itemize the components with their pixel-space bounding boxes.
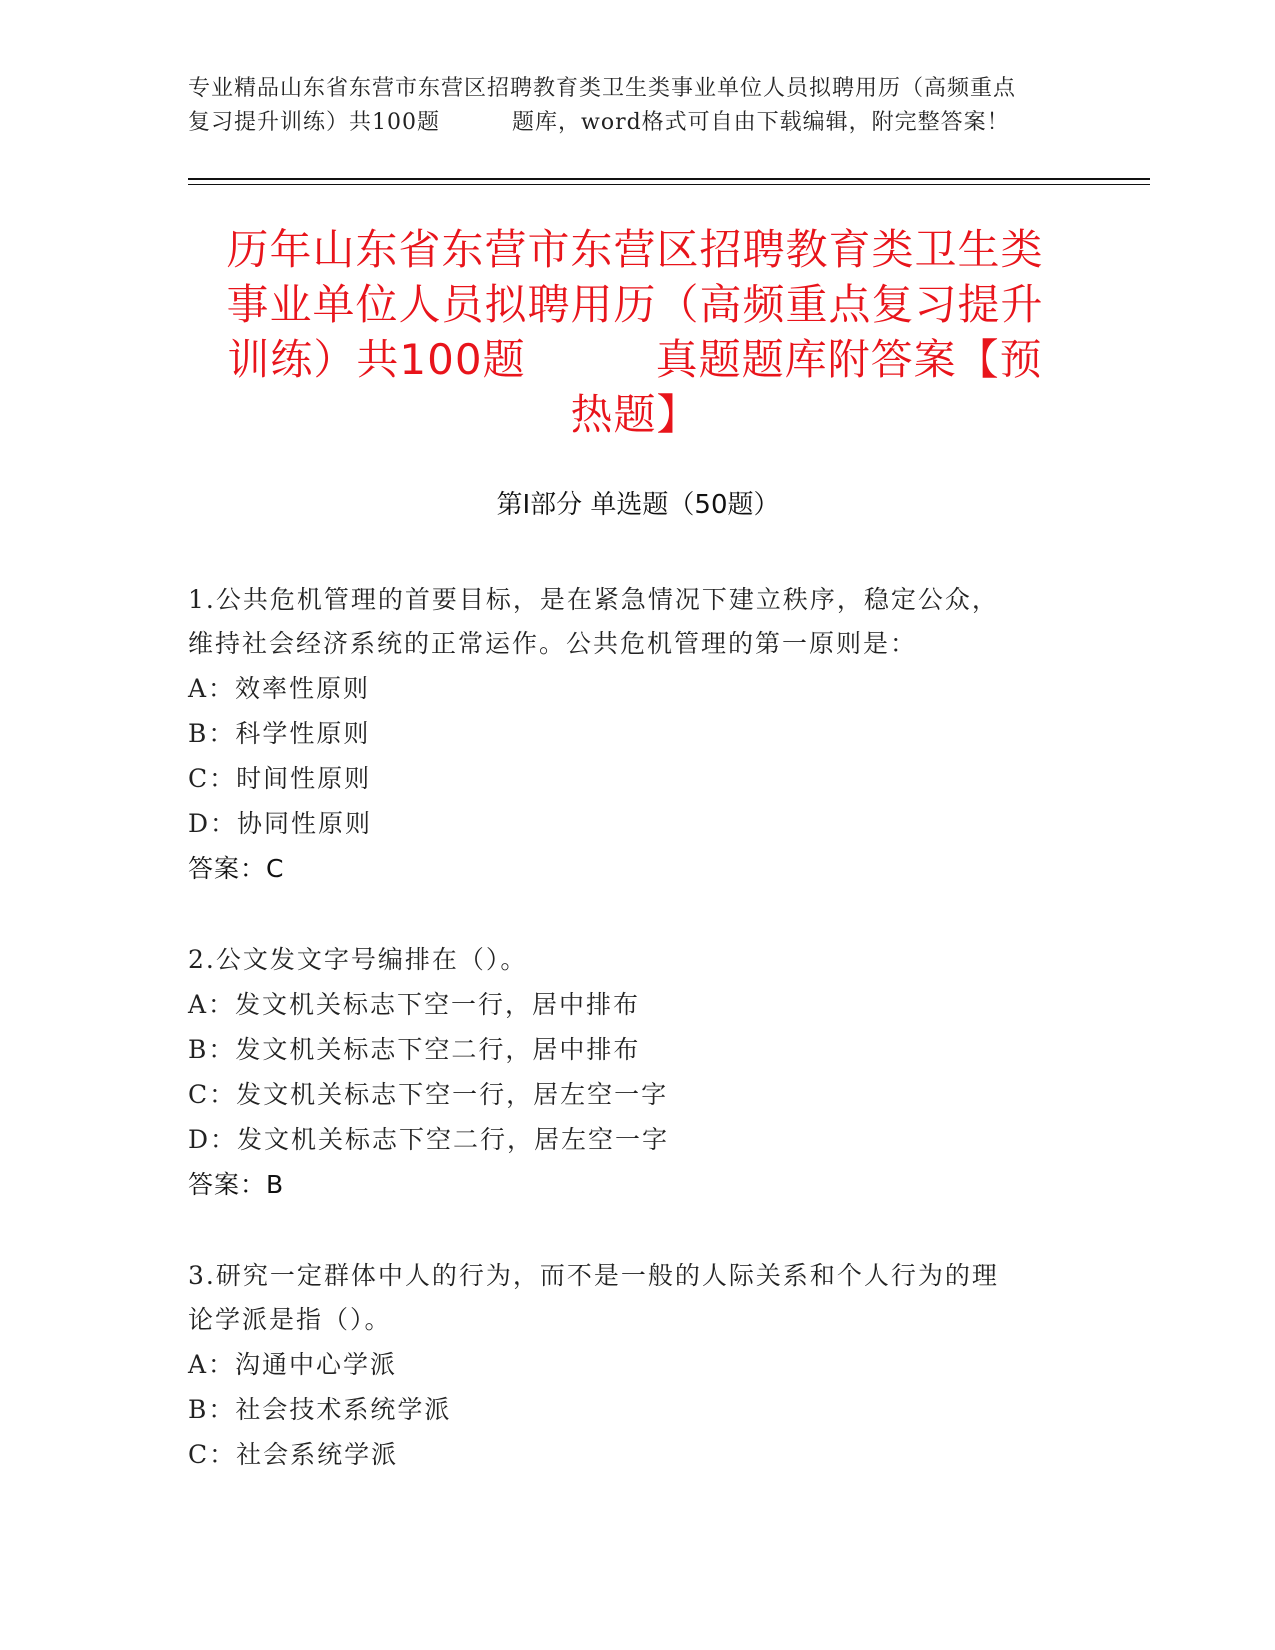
option-a: A：发文机关标志下空一行，居中排布 [188, 990, 641, 1019]
title-line-2: 事业单位人员拟聘用历（高频重点复习提升 [226, 280, 1044, 329]
question-3 [188, 1254, 1088, 1477]
option-d: D：协同性原则 [188, 809, 373, 838]
question-stem: 维持社会经济系统的正常运作。公共危机管理的第一原则是： [188, 629, 918, 658]
question-stem: 3.研究一定群体中人的行为，而不是一般的人际关系和个人行为的理 [188, 1261, 999, 1290]
answer: 答案：C [188, 854, 285, 883]
option-d: D：发文机关标志下空二行，居左空一字 [188, 1125, 670, 1154]
header-line-2-right: 题库，word格式可自由下载编辑，附完整答案！ [512, 110, 1010, 135]
option-b: B：社会技术系统学派 [188, 1395, 452, 1424]
option-b: B：发文机关标志下空二行，居中排布 [188, 1035, 641, 1064]
question-stem: 论学派是指（）。 [188, 1305, 392, 1334]
option-a: A：沟通中心学派 [188, 1350, 398, 1379]
question-stem: 2.公文发文字号编排在（）。 [188, 945, 528, 974]
option-c: C：社会系统学派 [188, 1440, 399, 1469]
option-c: C：发文机关标志下空一行，居左空一字 [188, 1080, 669, 1109]
title-line-1: 历年山东省东营市东营区招聘教育类卫生类 [226, 225, 1044, 274]
header-rule-thin [188, 184, 1150, 185]
question-stem: 1.公共危机管理的首要目标，是在紧急情况下建立秩序，稳定公众， [188, 585, 999, 614]
header-line-2 [188, 106, 1088, 140]
title-line-3 [200, 332, 1070, 387]
header-rule-thick [188, 178, 1150, 180]
title-line-4: 热题】 [570, 390, 700, 439]
title-line-3-right: 真题题库附答案【预 [655, 335, 1043, 384]
answer: 答案：B [188, 1170, 285, 1199]
option-c: C：时间性原则 [188, 764, 372, 793]
option-a: A：效率性原则 [188, 674, 371, 703]
header-line-1: 专业精品山东省东营市东营区招聘教育类卫生类事业单位人员拟聘用历（高频重点 [188, 76, 1017, 101]
section-title: 第Ⅰ部分 单选题（50题） [496, 490, 780, 520]
title-line-3-left: 训练）共100题 [227, 335, 526, 384]
document-title [200, 222, 1070, 442]
question-1 [188, 578, 1088, 891]
page-header [188, 72, 1088, 140]
option-b: B：科学性原则 [188, 719, 371, 748]
question-2 [188, 938, 1088, 1207]
header-line-2-left: 复习提升训练）共100题 [188, 110, 440, 135]
